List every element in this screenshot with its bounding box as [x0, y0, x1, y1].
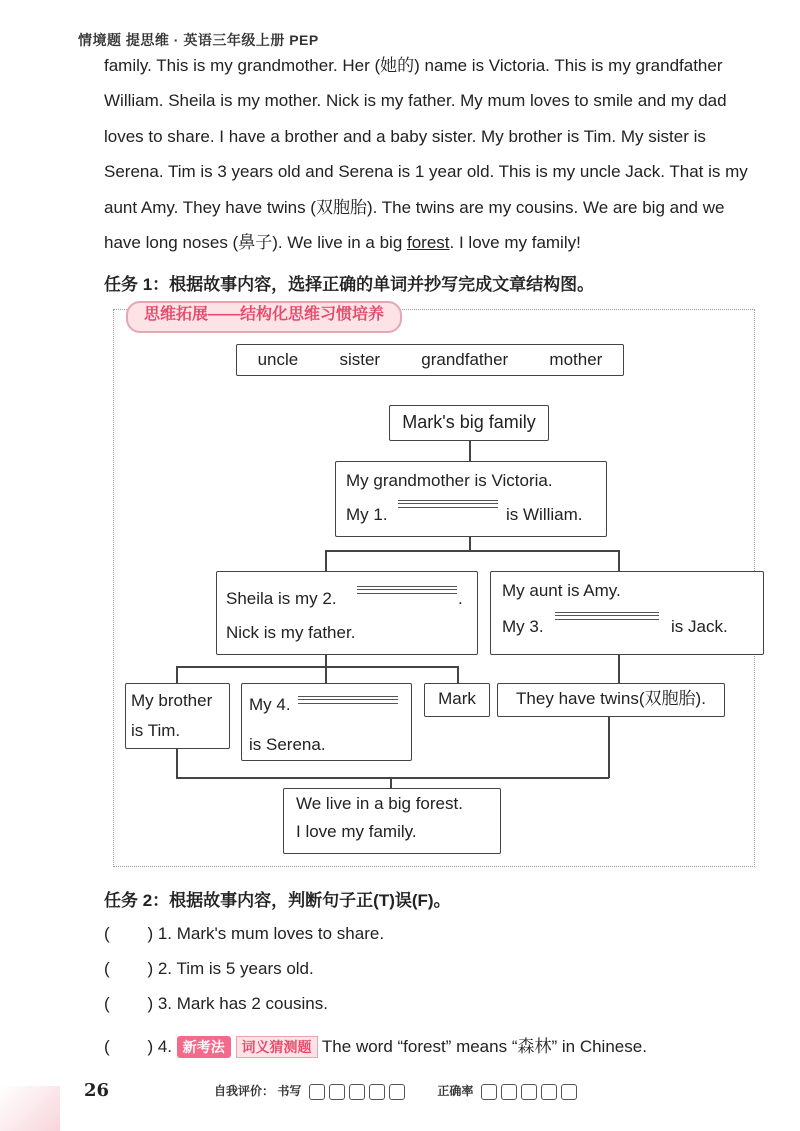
connector	[457, 666, 459, 684]
answer-blank-3[interactable]	[555, 612, 659, 620]
page-number: 26	[84, 1080, 110, 1101]
story-paragraph	[104, 48, 754, 260]
word-bank-item: grandfather	[421, 350, 509, 369]
accuracy-label: 正确率	[437, 1084, 474, 1098]
node-text: is Tim.	[131, 721, 181, 740]
thumb-icon[interactable]	[349, 1084, 365, 1100]
sister-node	[241, 683, 412, 761]
story-line	[104, 225, 754, 260]
connector	[176, 666, 178, 684]
parents-node	[216, 571, 478, 655]
root-node: Mark's big family	[389, 405, 549, 441]
question-number: 4.	[157, 1037, 173, 1056]
tf-question	[104, 924, 384, 944]
node-text: My 1.	[346, 505, 388, 524]
question-text: 1. Mark's mum loves to share.	[157, 924, 385, 943]
node-text: We live in a big forest.	[296, 794, 463, 813]
node-text: My grandmother is Victoria.	[346, 471, 553, 490]
question-text: 3. Mark has 2 cousins.	[157, 994, 328, 1013]
node-text: Sheila is my 2.	[226, 589, 337, 608]
answer-paren[interactable]: ( )	[104, 1037, 154, 1056]
connector	[469, 536, 471, 550]
word-bank-item: sister	[339, 350, 381, 369]
grandparents-node	[335, 461, 607, 537]
connector	[618, 654, 620, 686]
thumb-icon[interactable]	[501, 1084, 517, 1100]
new-method-badge: 新考法	[177, 1036, 231, 1058]
node-text: I love my family.	[296, 822, 417, 841]
word-bank	[236, 344, 624, 376]
answer-paren[interactable]: ( )	[104, 924, 154, 943]
node-text: My brother	[131, 691, 213, 710]
thumb-icon[interactable]	[561, 1084, 577, 1100]
node-text: is Serena.	[249, 735, 326, 754]
page-header: 情境题 提思维 · 英语三年级上册 PEP	[78, 32, 319, 48]
self-eval-label: 自我评价：	[214, 1084, 275, 1098]
answer-blank-4[interactable]	[298, 696, 398, 704]
connector	[325, 550, 327, 572]
answer-blank-1[interactable]	[398, 500, 498, 508]
underlined-word: forest	[407, 233, 450, 253]
self-evaluation	[214, 1082, 577, 1100]
answer-paren[interactable]: ( )	[104, 994, 154, 1013]
question-text: The word “forest” means “森林” in Chinese.	[321, 1037, 647, 1056]
story-line: loves to share. I have a brother and a baby sister. My brother is Tim. My sister is	[104, 126, 706, 146]
word-bank-item: mother	[549, 350, 603, 369]
story-text: have long noses (鼻子). We live in a big	[104, 233, 407, 253]
story-line: family. This is my grandmother. Her (她的) name is Victoria. This is my grandfather	[104, 56, 723, 75]
tf-question	[104, 1032, 647, 1058]
connector	[176, 666, 458, 668]
node-text: My aunt is Amy.	[502, 581, 621, 600]
task2-title: 任务 2：根据故事内容，判断句子正(T)误(F)。	[104, 891, 451, 910]
connector	[176, 748, 178, 778]
thumb-icon[interactable]	[329, 1084, 345, 1100]
node-text: My 4.	[249, 695, 291, 714]
answer-paren[interactable]: ( )	[104, 959, 154, 978]
brother-node	[125, 683, 230, 749]
aunt-uncle-node	[490, 571, 764, 655]
node-text: is William.	[506, 505, 583, 524]
connector	[325, 654, 327, 666]
story-line: Serena. Tim is 3 years old and Serena is 1 year old. This is my uncle Jack. That is my	[104, 162, 748, 182]
thumb-icon[interactable]	[521, 1084, 537, 1100]
question-text: 2. Tim is 5 years old.	[157, 959, 314, 978]
mark-node: Mark	[424, 683, 490, 717]
writing-label: 书写	[277, 1084, 302, 1098]
word-bank-item: uncle	[257, 350, 299, 369]
connector	[469, 440, 471, 462]
connector	[176, 777, 609, 779]
tf-question	[104, 994, 328, 1014]
answer-blank-2[interactable]	[357, 586, 457, 594]
task1-title: 任务 1：根据故事内容，选择正确的单词并抄写完成文章结构图。	[104, 275, 595, 294]
twins-node: They have twins(双胞胎).	[497, 683, 725, 717]
thumb-icon[interactable]	[541, 1084, 557, 1100]
summary-node	[283, 788, 501, 854]
thumb-icon[interactable]	[369, 1084, 385, 1100]
thumb-icon[interactable]	[309, 1084, 325, 1100]
node-text: Nick is my father.	[226, 623, 356, 642]
story-text: . I love my family!	[449, 233, 581, 253]
node-text: is Jack.	[671, 617, 728, 636]
thinking-banner: 思维拓展——结构化思维习惯培养	[126, 301, 402, 333]
connector	[618, 550, 620, 572]
node-text: My 3.	[502, 617, 544, 636]
tf-question	[104, 959, 314, 979]
thumb-icon[interactable]	[389, 1084, 405, 1100]
connector	[325, 550, 619, 552]
thumb-icon[interactable]	[481, 1084, 497, 1100]
connector	[608, 716, 610, 778]
corner-decoration	[0, 1086, 60, 1131]
story-line: aunt Amy. They have twins (双胞胎). The twins are my cousins. We are big and we	[104, 197, 725, 217]
story-line: William. Sheila is my mother. Nick is my father. My mum loves to smile and my dad	[104, 91, 727, 111]
connector	[325, 666, 327, 684]
node-text: .	[458, 589, 463, 608]
word-guess-badge: 词义猜测题	[236, 1036, 318, 1058]
